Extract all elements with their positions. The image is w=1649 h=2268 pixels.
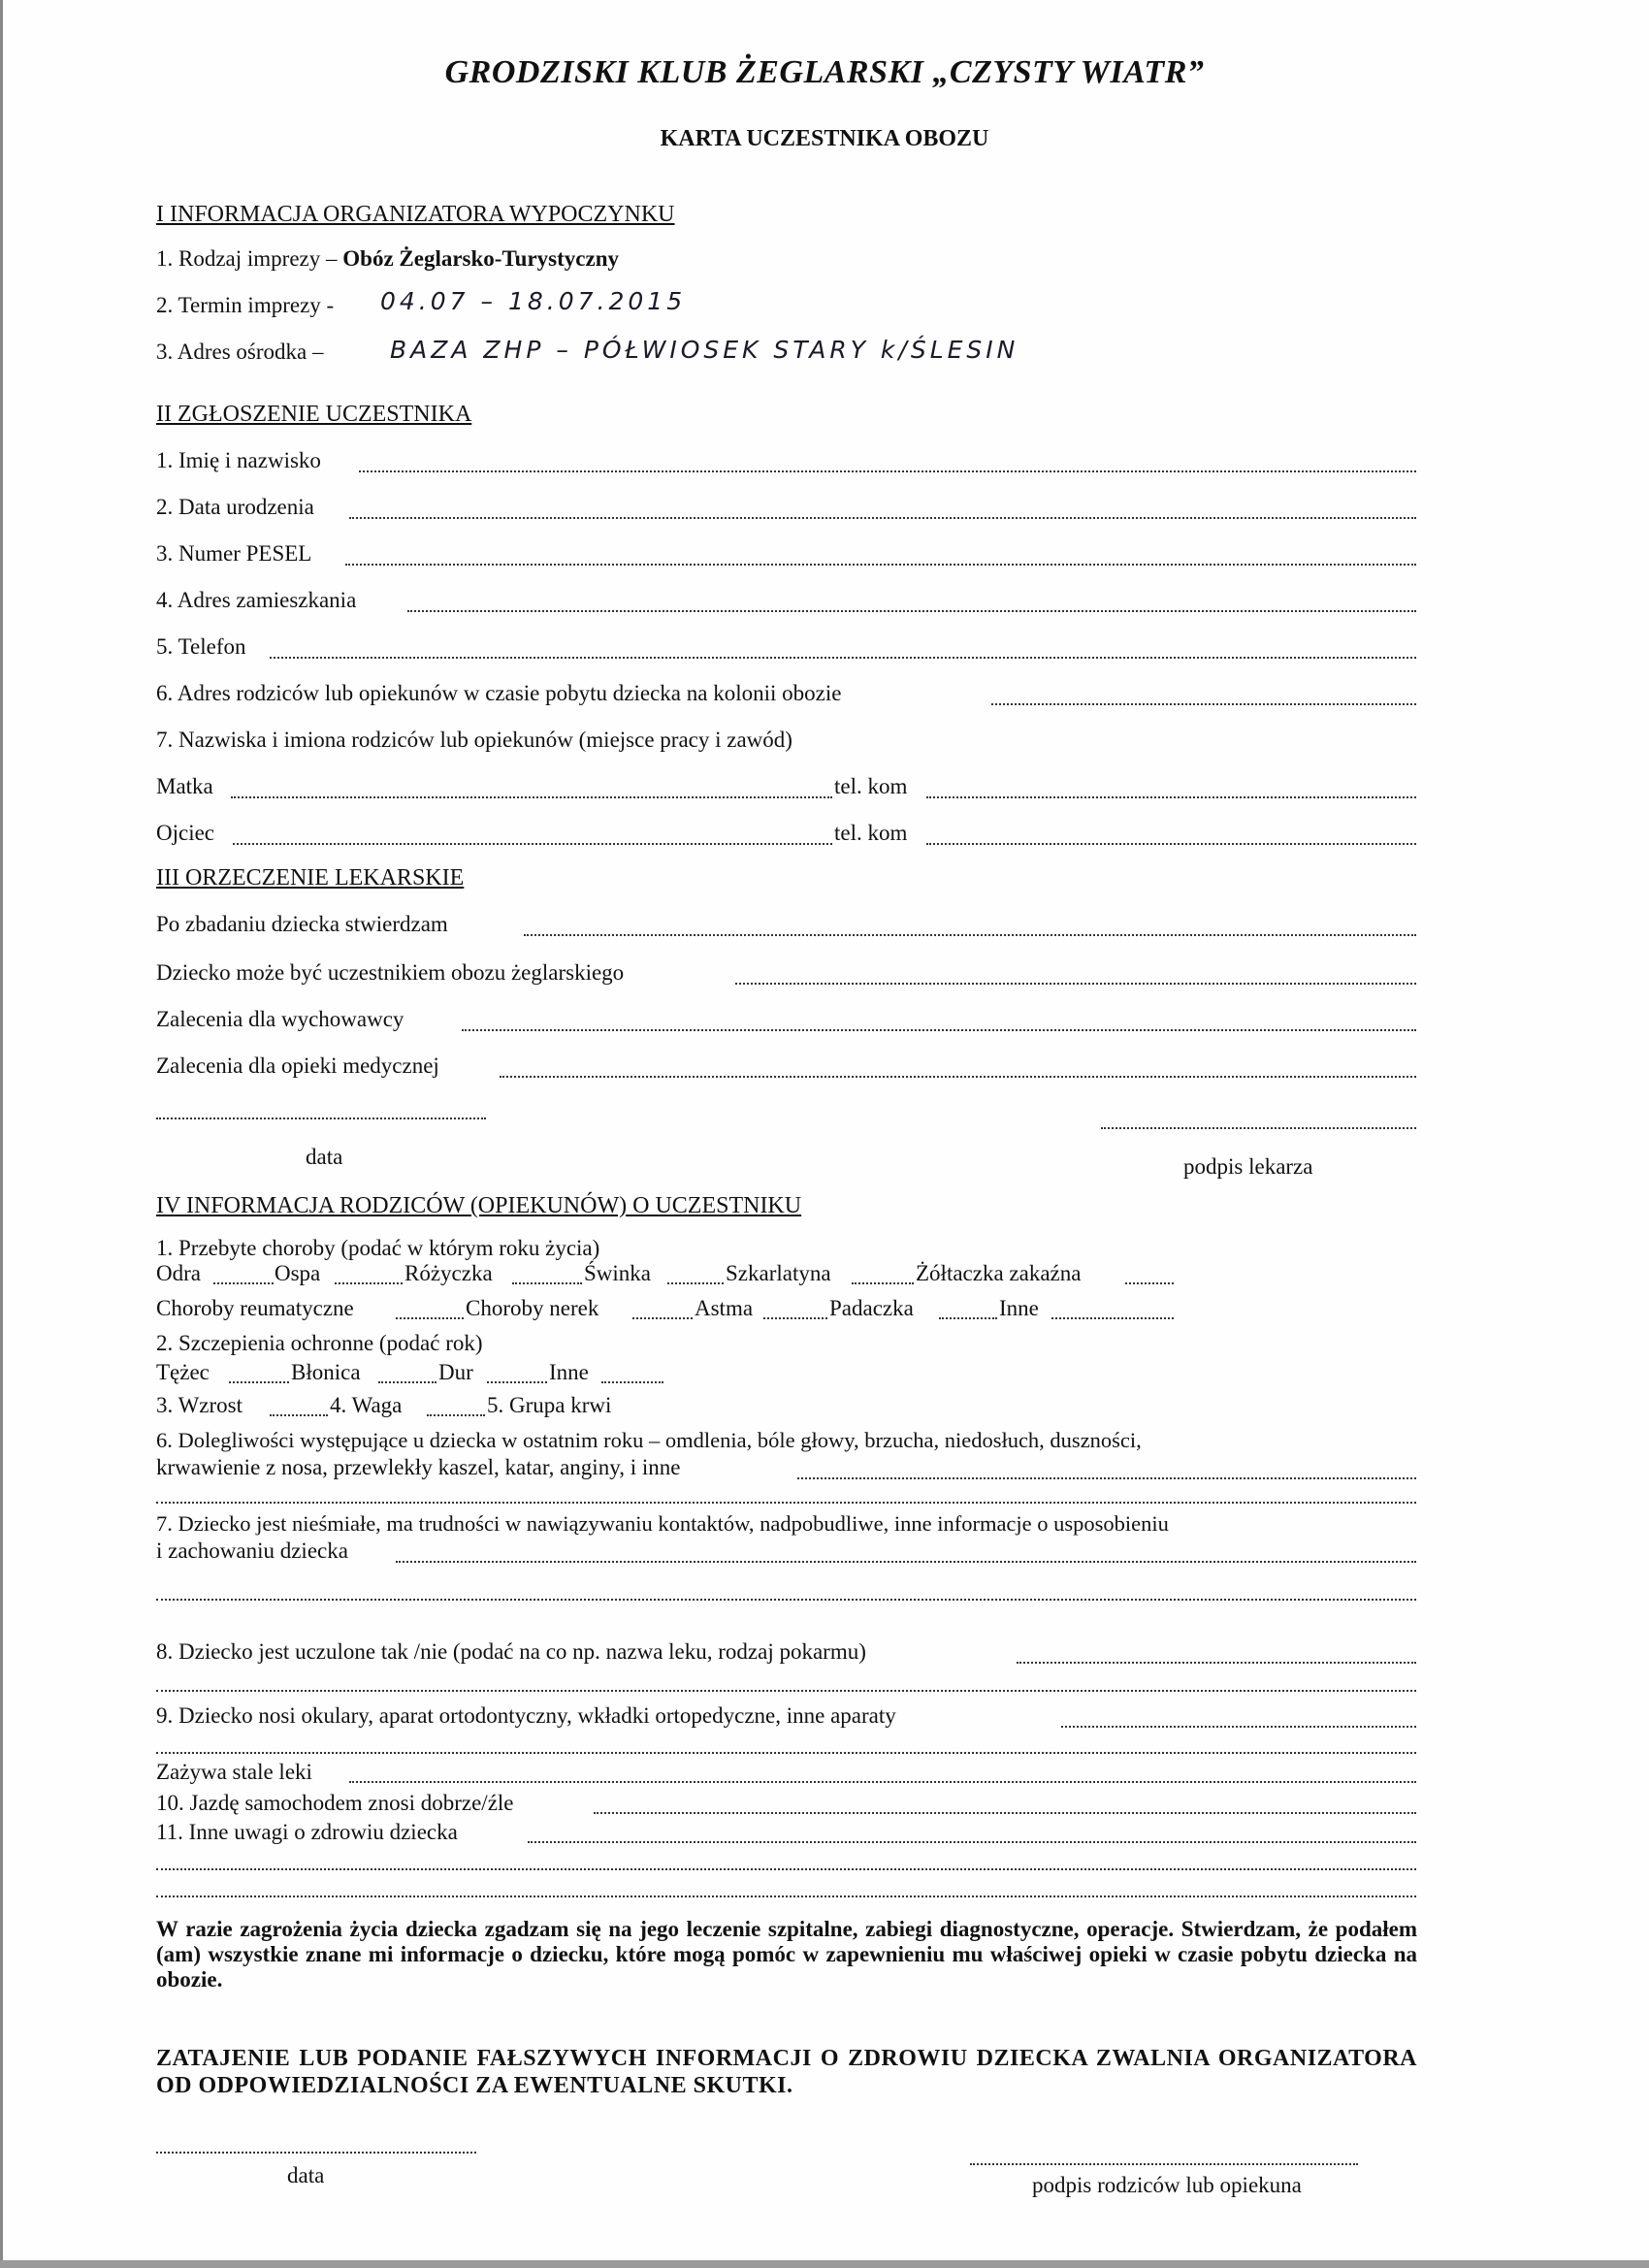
disease-rubella-input[interactable] [512, 1282, 582, 1284]
form-title: GRODZISKI KLUB ŻEGLARSKI „CZYSTY WIATR” [444, 54, 1205, 90]
doctor-date-input[interactable] [156, 1118, 486, 1119]
disease-mumps-input[interactable] [667, 1282, 724, 1284]
ailments-input[interactable] [797, 1477, 1416, 1479]
disease-kidney-input[interactable] [632, 1317, 693, 1319]
aids-input[interactable] [1061, 1726, 1416, 1728]
vaccine-diphtheria-label: Błonica [291, 1360, 361, 1384]
disease-other-input[interactable] [1051, 1317, 1174, 1319]
birthdate-label: 2. Data urodzenia [156, 495, 314, 519]
height-label: 3. Wzrost [156, 1393, 243, 1417]
mother-phone-input[interactable] [926, 796, 1416, 798]
parent-signature-caption: podpis rodziców lub opiekuna [1032, 2173, 1302, 2197]
disease-kidney-label: Choroby nerek [466, 1296, 599, 1320]
other-notes-input-extra-2[interactable] [156, 1895, 1416, 1897]
allergy-input-extra[interactable] [156, 1690, 1416, 1692]
section-1-heading: I INFORMACJA ORGANIZATORA WYPOCZYNKU [156, 202, 675, 227]
ailments-line1: 6. Dolegliwości występujące u dziecka w ostatnim roku – omdlenia, bóle głowy, brzucha, niedosłuch, duszności, [156, 1428, 1142, 1452]
event-type-field [156, 246, 619, 272]
parent-date-input[interactable] [156, 2152, 476, 2154]
parents-address-input[interactable] [991, 703, 1416, 705]
address-label: 3. Adres ośrodka – [156, 340, 324, 364]
father-phone-label: tel. kom [834, 821, 908, 845]
disease-jaundice-label: Żółtaczka zakaźna [916, 1261, 1082, 1285]
disease-other-label: Inne [999, 1296, 1039, 1320]
meds-input[interactable] [349, 1781, 1416, 1783]
disease-scarlet-input[interactable] [852, 1282, 914, 1284]
scan-edge-bottom [0, 2260, 1649, 2268]
warning-statement: ZATAJENIE LUB PODANIE FAŁSZYWYCH INFORMACJI O ZDROWIU DZIECKA ZWALNIA ORGANIZATORA OD ODPOWIEDZIALNOŚCI ZA EWENTUALNE SKUTKI. [156, 2046, 1417, 2098]
disease-epilepsy-input[interactable] [939, 1317, 997, 1319]
educator-notes-input[interactable] [462, 1029, 1416, 1031]
weight-input[interactable] [427, 1414, 485, 1416]
diseases-label: 1. Przebyte choroby (podać w którym roku życia) [156, 1236, 600, 1260]
section-3-heading: III ORZECZENIE LEKARSKIE [156, 865, 465, 891]
pesel-input[interactable] [345, 564, 1416, 566]
parent-date-caption: data [287, 2163, 325, 2187]
event-type-value: Obóz Żeglarsko-Turystyczny [342, 246, 620, 271]
doctor-date-caption: data [306, 1145, 343, 1169]
behavior-line2: i zachowaniu dziecka [156, 1539, 348, 1563]
name-label: 1. Imię i nazwisko [156, 448, 321, 472]
behavior-input-extra[interactable] [156, 1599, 1416, 1601]
disease-jaundice-input[interactable] [1125, 1282, 1174, 1284]
form-subtitle: KARTA UCZESTNIKA OBOZU [660, 126, 989, 151]
car-input[interactable] [594, 1812, 1416, 1814]
medical-notes-label: Zalecenia dla opieki medycznej [156, 1053, 439, 1078]
car-label: 10. Jazdę samochodem znosi dobrze/źle [156, 1791, 514, 1815]
section-2-heading: II ZGŁOSZENIE UCZESTNIKA [156, 402, 472, 427]
home-address-input[interactable] [407, 610, 1416, 612]
doctor-signature-caption: podpis lekarza [1183, 1154, 1313, 1179]
ailments-input-extra[interactable] [156, 1502, 1416, 1504]
parents-address-label: 6. Adres rodziców lub opiekunów w czasie pobytu dziecka na kolonii obozie [156, 681, 842, 705]
disease-chickenpox-label: Ospa [275, 1261, 321, 1285]
birthdate-input[interactable] [349, 517, 1416, 519]
disease-asthma-label: Astma [695, 1296, 754, 1320]
disease-mumps-label: Świnka [584, 1261, 651, 1285]
disease-rubella-label: Różyczka [404, 1261, 493, 1285]
allergy-label: 8. Dziecko jest uczulone tak /nie (podać na co np. nazwa leku, rodzaj pokarmu) [156, 1639, 866, 1664]
disease-epilepsy-label: Padaczka [829, 1296, 914, 1320]
disease-measles-input[interactable] [213, 1282, 274, 1284]
blood-type-label: 5. Grupa krwi [487, 1393, 612, 1417]
vaccine-tetanus-label: Tężec [156, 1360, 210, 1384]
disease-rheumatic-label: Choroby reumatyczne [156, 1296, 354, 1320]
event-type-label: 1. Rodzaj imprezy – [156, 246, 343, 271]
phone-label: 5. Telefon [156, 634, 246, 659]
behavior-line1: 7. Dziecko jest nieśmiałe, ma trudności w nawiązywaniu kontaktów, nadpobudliwe, inne informacje o usposobieniu [156, 1511, 1169, 1536]
allergy-input[interactable] [1017, 1662, 1416, 1664]
educator-notes-label: Zalecenia dla wychowawcy [156, 1007, 404, 1031]
behavior-input[interactable] [396, 1561, 1416, 1563]
ailments-line2: krwawienie z nosa, przewlekły kaszel, katar, anginy, i inne [156, 1455, 681, 1479]
height-input[interactable] [270, 1414, 328, 1416]
address-handwritten: BAZA ZHP – PÓŁWIOSEK STARY k/ŚLESIN [390, 336, 1019, 364]
disease-asthma-input[interactable] [763, 1317, 827, 1319]
name-input[interactable] [359, 470, 1416, 472]
disease-measles-label: Odra [156, 1261, 201, 1285]
vaccine-diphtheria-input[interactable] [378, 1381, 436, 1383]
vaccine-typhoid-label: Dur [438, 1360, 473, 1384]
mother-phone-label: tel. kom [834, 774, 908, 798]
event-date-handwritten: 04.07 – 18.07.2015 [380, 287, 687, 315]
eligibility-input[interactable] [735, 983, 1416, 985]
event-date-label: 2. Termin imprezy - [156, 293, 335, 317]
medical-notes-input[interactable] [500, 1076, 1416, 1078]
weight-label: 4. Waga [330, 1393, 403, 1417]
vaccine-other-input[interactable] [601, 1381, 663, 1383]
other-notes-input[interactable] [528, 1841, 1416, 1843]
disease-chickenpox-input[interactable] [335, 1282, 403, 1284]
exam-label: Po zbadaniu dziecka stwierdzam [156, 912, 448, 936]
phone-input[interactable] [270, 657, 1416, 659]
disease-scarlet-label: Szkarlatyna [726, 1261, 831, 1285]
father-label: Ojciec [156, 821, 215, 845]
vaccine-other-label: Inne [549, 1360, 589, 1384]
father-phone-input[interactable] [926, 843, 1416, 845]
home-address-label: 4. Adres zamieszkania [156, 588, 357, 612]
parents-names-label: 7. Nazwiska i imiona rodziców lub opiekunów (miejsce pracy i zawód) [156, 728, 792, 752]
vaccines-label: 2. Szczepienia ochronne (podać rok) [156, 1331, 483, 1355]
exam-input[interactable] [524, 934, 1416, 936]
section-4-heading: IV INFORMACJA RODZICÓW (OPIEKUNÓW) O UCZESTNIKU [156, 1193, 802, 1218]
doctor-signature-input[interactable] [1101, 1127, 1416, 1129]
aids-input-extra[interactable] [156, 1752, 1416, 1754]
disease-rheumatic-input[interactable] [396, 1317, 464, 1319]
aids-label: 9. Dziecko nosi okulary, aparat ortodontyczny, wkładki ortopedyczne, inne aparaty [156, 1703, 896, 1728]
other-notes-label: 11. Inne uwagi o zdrowiu dziecka [156, 1820, 458, 1844]
father-input[interactable] [233, 843, 832, 845]
other-notes-input-extra-1[interactable] [156, 1868, 1416, 1870]
mother-label: Matka [156, 774, 213, 798]
vaccine-tetanus-input[interactable] [229, 1381, 289, 1383]
pesel-label: 3. Numer PESEL [156, 541, 312, 566]
mother-input[interactable] [231, 796, 832, 798]
consent-statement: W razie zagrożenia życia dziecka zgadzam się na jego leczenie szpitalne, zabiegi diagnostyczne, operacje. Stwierdzam, że podałem (am) wszystkie znane mi informacje o dziecku, które mogą pomóc w zapewnieniu mu właściwej opieki w czasie pobytu dziecka na obozie. [156, 1917, 1417, 1992]
meds-label: Zażywa stale leki [156, 1760, 312, 1784]
scan-edge-left [0, 0, 3, 2268]
vaccine-typhoid-input[interactable] [487, 1381, 547, 1383]
parent-signature-input[interactable] [970, 2163, 1358, 2165]
eligibility-label: Dziecko może być uczestnikiem obozu żeglarskiego [156, 960, 625, 985]
